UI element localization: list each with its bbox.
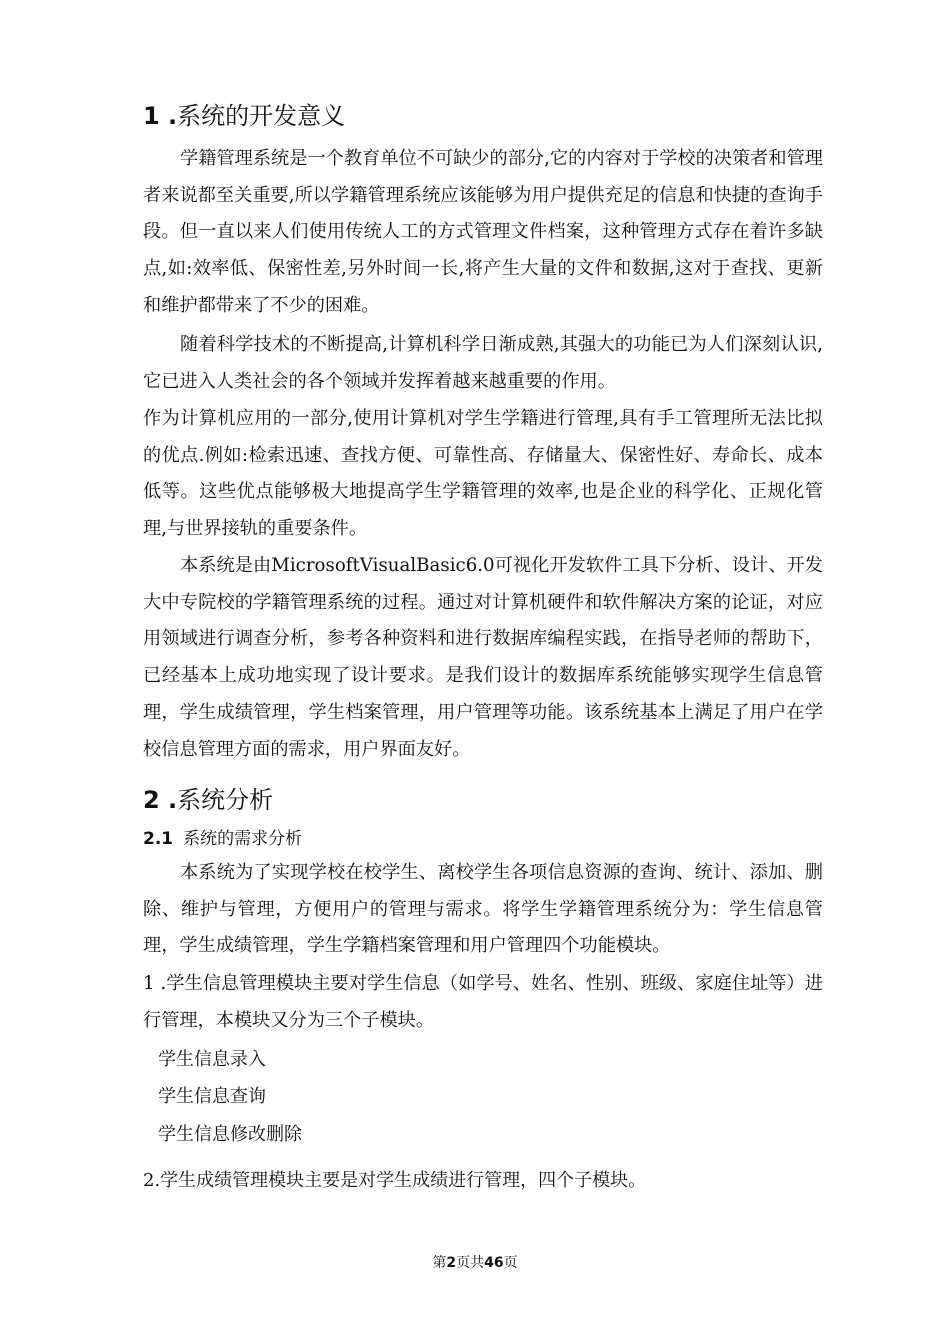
footer-total-pages: 46	[484, 1255, 504, 1271]
submodule-item: 学生信息录入	[158, 1049, 266, 1070]
subsection-title: 系统的需求分析	[183, 829, 303, 849]
paragraph: 本系统是由MicrosoftVisualBasic6.0可视化开发软件工具下分析、设计、开发大中专院校的学籍管理系统的过程。通过对计算机硬件和软件解决方案的论证，对应用领域进行调查分析，参考各种资料和进行数据库编程实践，在指导老师的帮助下，已经基本上成功地实现了设计要求。是我们设计的数据库系统能够实现学生信息管理，学生成绩管理，学生档案管理，用户管理等功能。该系统基本上满足了用户在学校信息管理方面的需求，用户界面友好。	[143, 555, 823, 760]
paragraph: 学籍管理系统是一个教育单位不可缺少的部分,它的内容对于学校的决策者和管理者来说都至关重要,所以学籍管理系统应该能够为用户提供充足的信息和快捷的查询手段。但一直以来人们使用传统人工的方式管理文件档案，这种管理方式存在着许多缺点,如:效率低、保密性差,另外时间一长,将产生大量的文件和数据,这对于查找、更新和维护都带来了不少的困难。	[143, 148, 823, 316]
paragraph: 随着科学技术的不断提高,计算机科学日渐成熟,其强大的功能已为人们深刻认识,它已进入人类社会的各个领域并发挥着越来越重要的作用。	[143, 334, 823, 392]
subsection-2-1-heading	[143, 827, 302, 851]
section-1-heading	[143, 100, 345, 132]
submodule-item: 学生信息修改删除	[158, 1124, 302, 1145]
paragraph: 2.学生成绩管理模块主要是对学生成绩进行管理，四个子模块。	[143, 1170, 647, 1191]
submodule-item: 学生信息查询	[158, 1086, 266, 1107]
footer-suffix: 页	[503, 1255, 518, 1271]
footer-prefix: 第	[432, 1255, 447, 1271]
page-footer	[0, 1252, 950, 1272]
paragraph: 本系统为了实现学校在校学生、离校学生各项信息资源的查询、统计、添加、删除、维护与管理，方便用户的管理与需求。将学生学籍管理系统分为：学生信息管理，学生成绩管理，学生学籍档案管理和用户管理四个功能模块。	[143, 862, 823, 957]
section-number: 2 .	[143, 786, 178, 814]
section-title: 系统的开发意义	[177, 102, 346, 130]
section-title: 系统分析	[177, 786, 274, 814]
paragraph: 1 .学生信息管理模块主要对学生信息（如学号、姓名、性别、班级、家庭住址等）进行管理，本模块又分为三个子模块。	[143, 973, 823, 1031]
paragraph: 作为计算机应用的一部分,使用计算机对学生学籍进行管理,具有手工管理所无法比拟的优点.例如:检索迅速、查找方便、可靠性高、存储量大、保密性好、寿命长、成本低等。这些优点能够极大地提高学生学籍管理的效率,也是企业的科学化、正规化管理,与世界接轨的重要条件。	[143, 408, 823, 540]
subsection-number: 2.1	[143, 829, 174, 849]
footer-middle: 页共	[456, 1255, 485, 1271]
section-number: 1 .	[143, 102, 178, 130]
section-2-heading	[143, 784, 273, 816]
footer-page-number: 2	[446, 1255, 457, 1271]
